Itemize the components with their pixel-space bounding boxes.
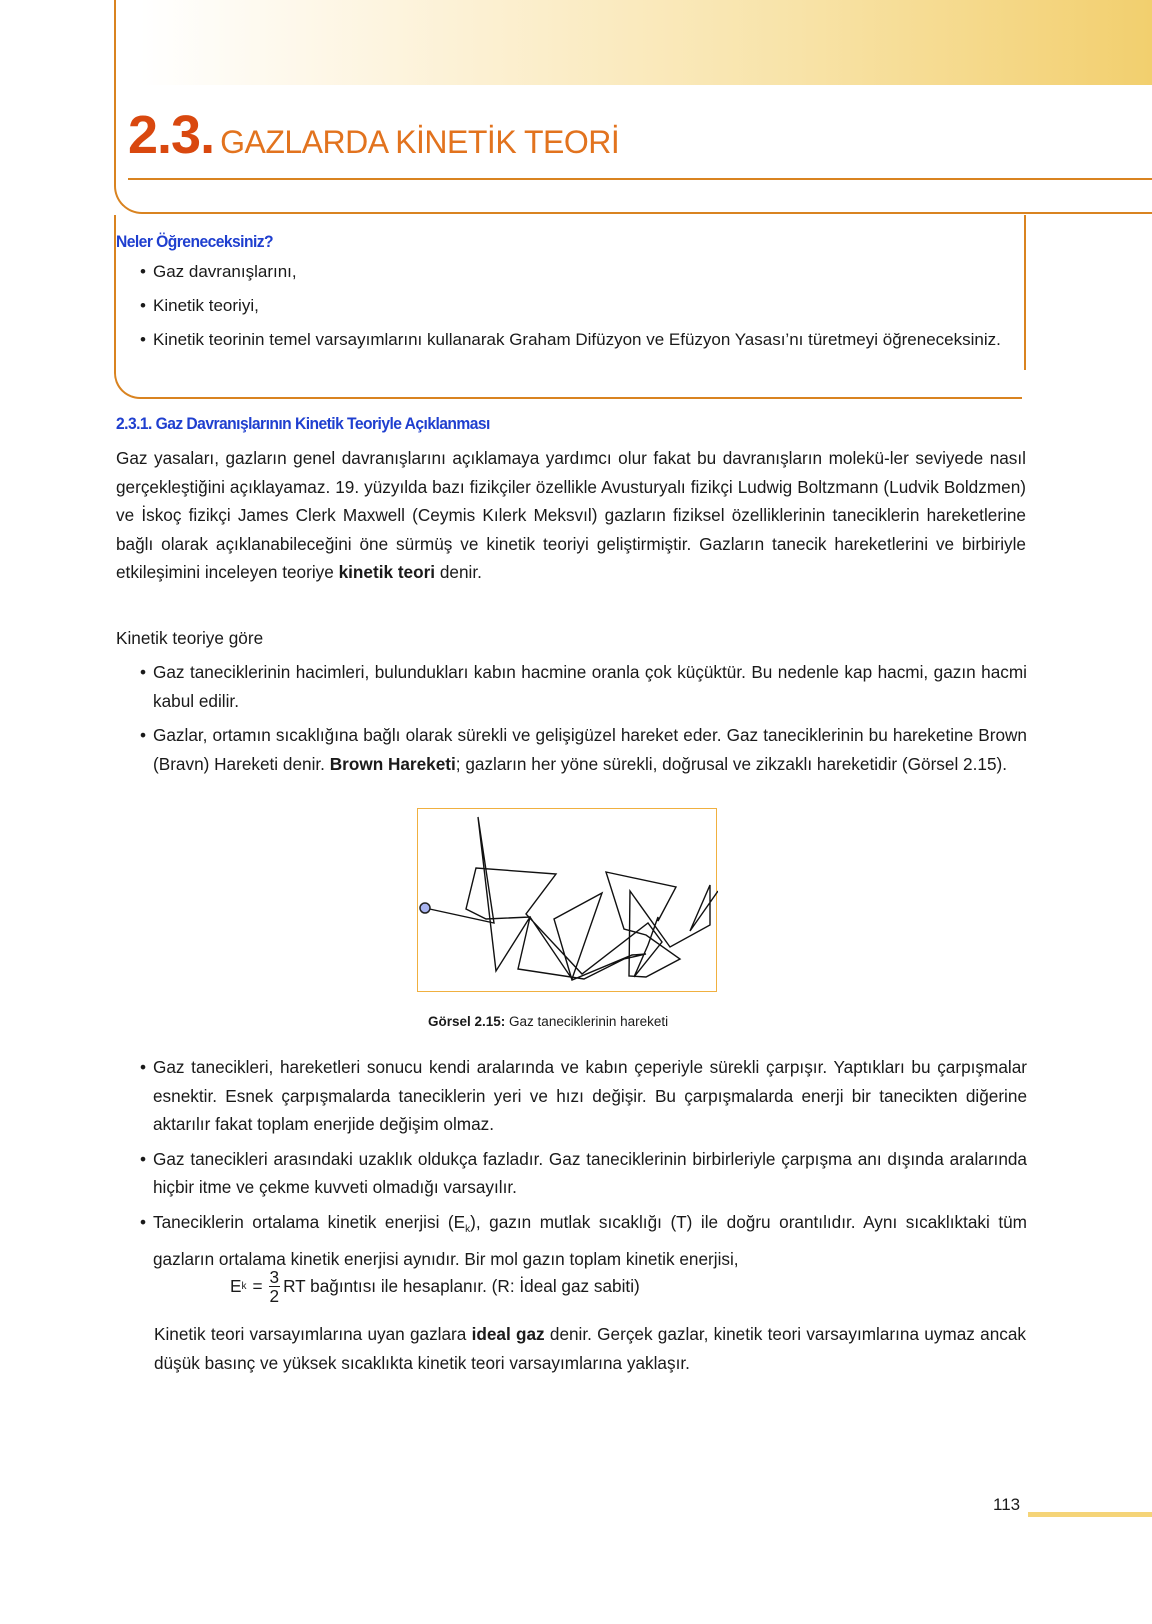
formula-lhs: E	[230, 1276, 242, 1296]
intro-paragraph	[116, 444, 1026, 587]
assumption-text: Taneciklerin ortalama kinetik enerjisi (E	[153, 1211, 466, 1232]
brownian-path-graphic	[418, 809, 718, 993]
lead-text: Kinetik teoriye göre	[116, 628, 264, 648]
page-number-bar	[1028, 1512, 1152, 1517]
assumption-item: • Gaz tanecikleri, hareketleri sonucu kendi aralarında ve kabın çeperiyle sürekli çarpışır. Yaptıkları bu çarpışmalar esnektir. Esnek çarpışmalarda taneciklerin yeri ve hızı değişir. Bu çarpışmalarda enerji bir tanecikten diğerine aktarılır fakat toplam enerjide değişim olmaz.	[140, 1053, 1027, 1139]
subsection-heading: 2.3.1. Gaz Davranışlarının Kinetik Teoriyle Açıklanması	[116, 414, 490, 433]
page-title	[128, 105, 620, 165]
page-number: 113	[993, 1495, 1021, 1514]
assumption-item	[140, 1208, 1027, 1273]
closing-text-end: denir. Gerçek gazlar, kinetik teori varsayımlarına uymaz ancak düşük basınç ve yüksek sıcaklıkta kinetik teori varsayımlarına yaklaşır.	[154, 1324, 1026, 1373]
assumption-text-end: ; gazların her yöne sürekli, doğrusal ve zikzaklı hareketidir (Görsel 2.15).	[455, 753, 1007, 774]
assumption-item: • Gaz tanecikleri arasındaki uzaklık oldukça fazladır. Gaz taneciklerinin birbirleriyle çarpışma anı dışında aralarında hiçbir itme ve çekme kuvveti olmadığı varsayılır.	[140, 1145, 1027, 1202]
assumptions-list-b	[140, 1053, 1027, 1279]
particle-icon	[420, 903, 430, 913]
assumption-item	[140, 721, 1027, 778]
goals-box-gap	[1022, 370, 1030, 404]
figure-caption-text: Gaz taneciklerinin hareketi	[505, 1014, 669, 1029]
goal-item: • Kinetik teorinin temel varsayımlarını kullanarak Graham Difüzyon ve Efüzyon Yasası’nı türetmeyi öğreneceksiniz.	[140, 326, 1020, 354]
assumption-text-end: ), gazın mutlak sıcaklığı (T) ile doğru orantılıdır. Aynı sıcaklıktaki tüm gazların ortalama kinetik enerjisi aynıdır. Bir mol gazın toplam kinetik enerjisi,	[153, 1211, 1027, 1269]
intro-text: Gaz yasaları, gazların genel davranışlarını açıklamaya yardımcı olur fakat bu davranışların molekü-ler seviyede nasıl gerçekleştiğini açıklayamaz. 19. yüzyılda bazı fizikçiler özellikle Avusturyalı fizikçi Ludwig Boltzmann (Ludvik Boldzmen) ve İskoç fizikçi James Clerk Maxwell (Ceymis Kılerk Meksvıl) gazların fiziksel özelliklerinin taneciklerin hareketlerine bağlı olarak açıklanabileceğini öne sürmüş ve kinetik teoriyi geliştirmiştir. Gazların tanecik hareketlerini ve birbiriyle etkileşimini inceleyen teoriye	[116, 448, 1026, 583]
term-kinetic-theory: kinetik teori	[338, 562, 436, 583]
subscript: k	[465, 1223, 471, 1235]
term-ideal-gas: ideal gaz	[471, 1324, 545, 1344]
formula-subscript: k	[241, 1281, 247, 1292]
kinetic-energy-formula	[230, 1268, 640, 1305]
goal-item: • Gaz davranışlarını,	[140, 258, 1020, 286]
section-number: 2.3.	[128, 105, 215, 165]
header-frame	[114, 0, 1152, 214]
brownian-motion-figure	[417, 808, 717, 992]
term-brownian-motion: Brown Hareketi	[329, 753, 456, 774]
assumption-item: • Gaz taneciklerinin hacimleri, bulundukları kabın hacmine oranla çok küçüktür. Bu nedenle kap hacmi, gazın hacmi kabul edilir.	[140, 658, 1027, 715]
title-divider	[128, 178, 1152, 180]
section-title: GAZLARDA KİNETİK TEORİ	[220, 124, 620, 160]
goal-item: • Kinetik teoriyi,	[140, 292, 1020, 320]
closing-paragraph	[154, 1320, 1026, 1377]
fraction-denominator: 2	[269, 1286, 280, 1306]
figure-label: Görsel 2.15:	[428, 1014, 506, 1029]
fraction-numerator: 3	[269, 1267, 280, 1287]
intro-text-end: denir.	[435, 562, 482, 583]
figure-caption	[428, 1014, 668, 1029]
formula-fraction	[269, 1268, 281, 1305]
closing-text: Kinetik teori varsayımlarına uyan gazlara	[154, 1324, 472, 1344]
formula-equals: =	[252, 1276, 263, 1296]
learning-goals-list	[140, 258, 1020, 360]
formula-rhs: RT bağıntısı ile hesaplanır. (R: İdeal gaz sabiti)	[283, 1276, 640, 1296]
assumptions-list-a	[140, 658, 1027, 784]
learning-goals-title: Neler Öğreneceksiniz?	[116, 232, 274, 251]
assumption-text: Gazlar, ortamın sıcaklığına bağlı olarak sürekli ve gelişigüzel hareket eder. Gaz taneciklerinin bu hareketine Brown (Bravn) Hareketi denir.	[153, 725, 1027, 774]
